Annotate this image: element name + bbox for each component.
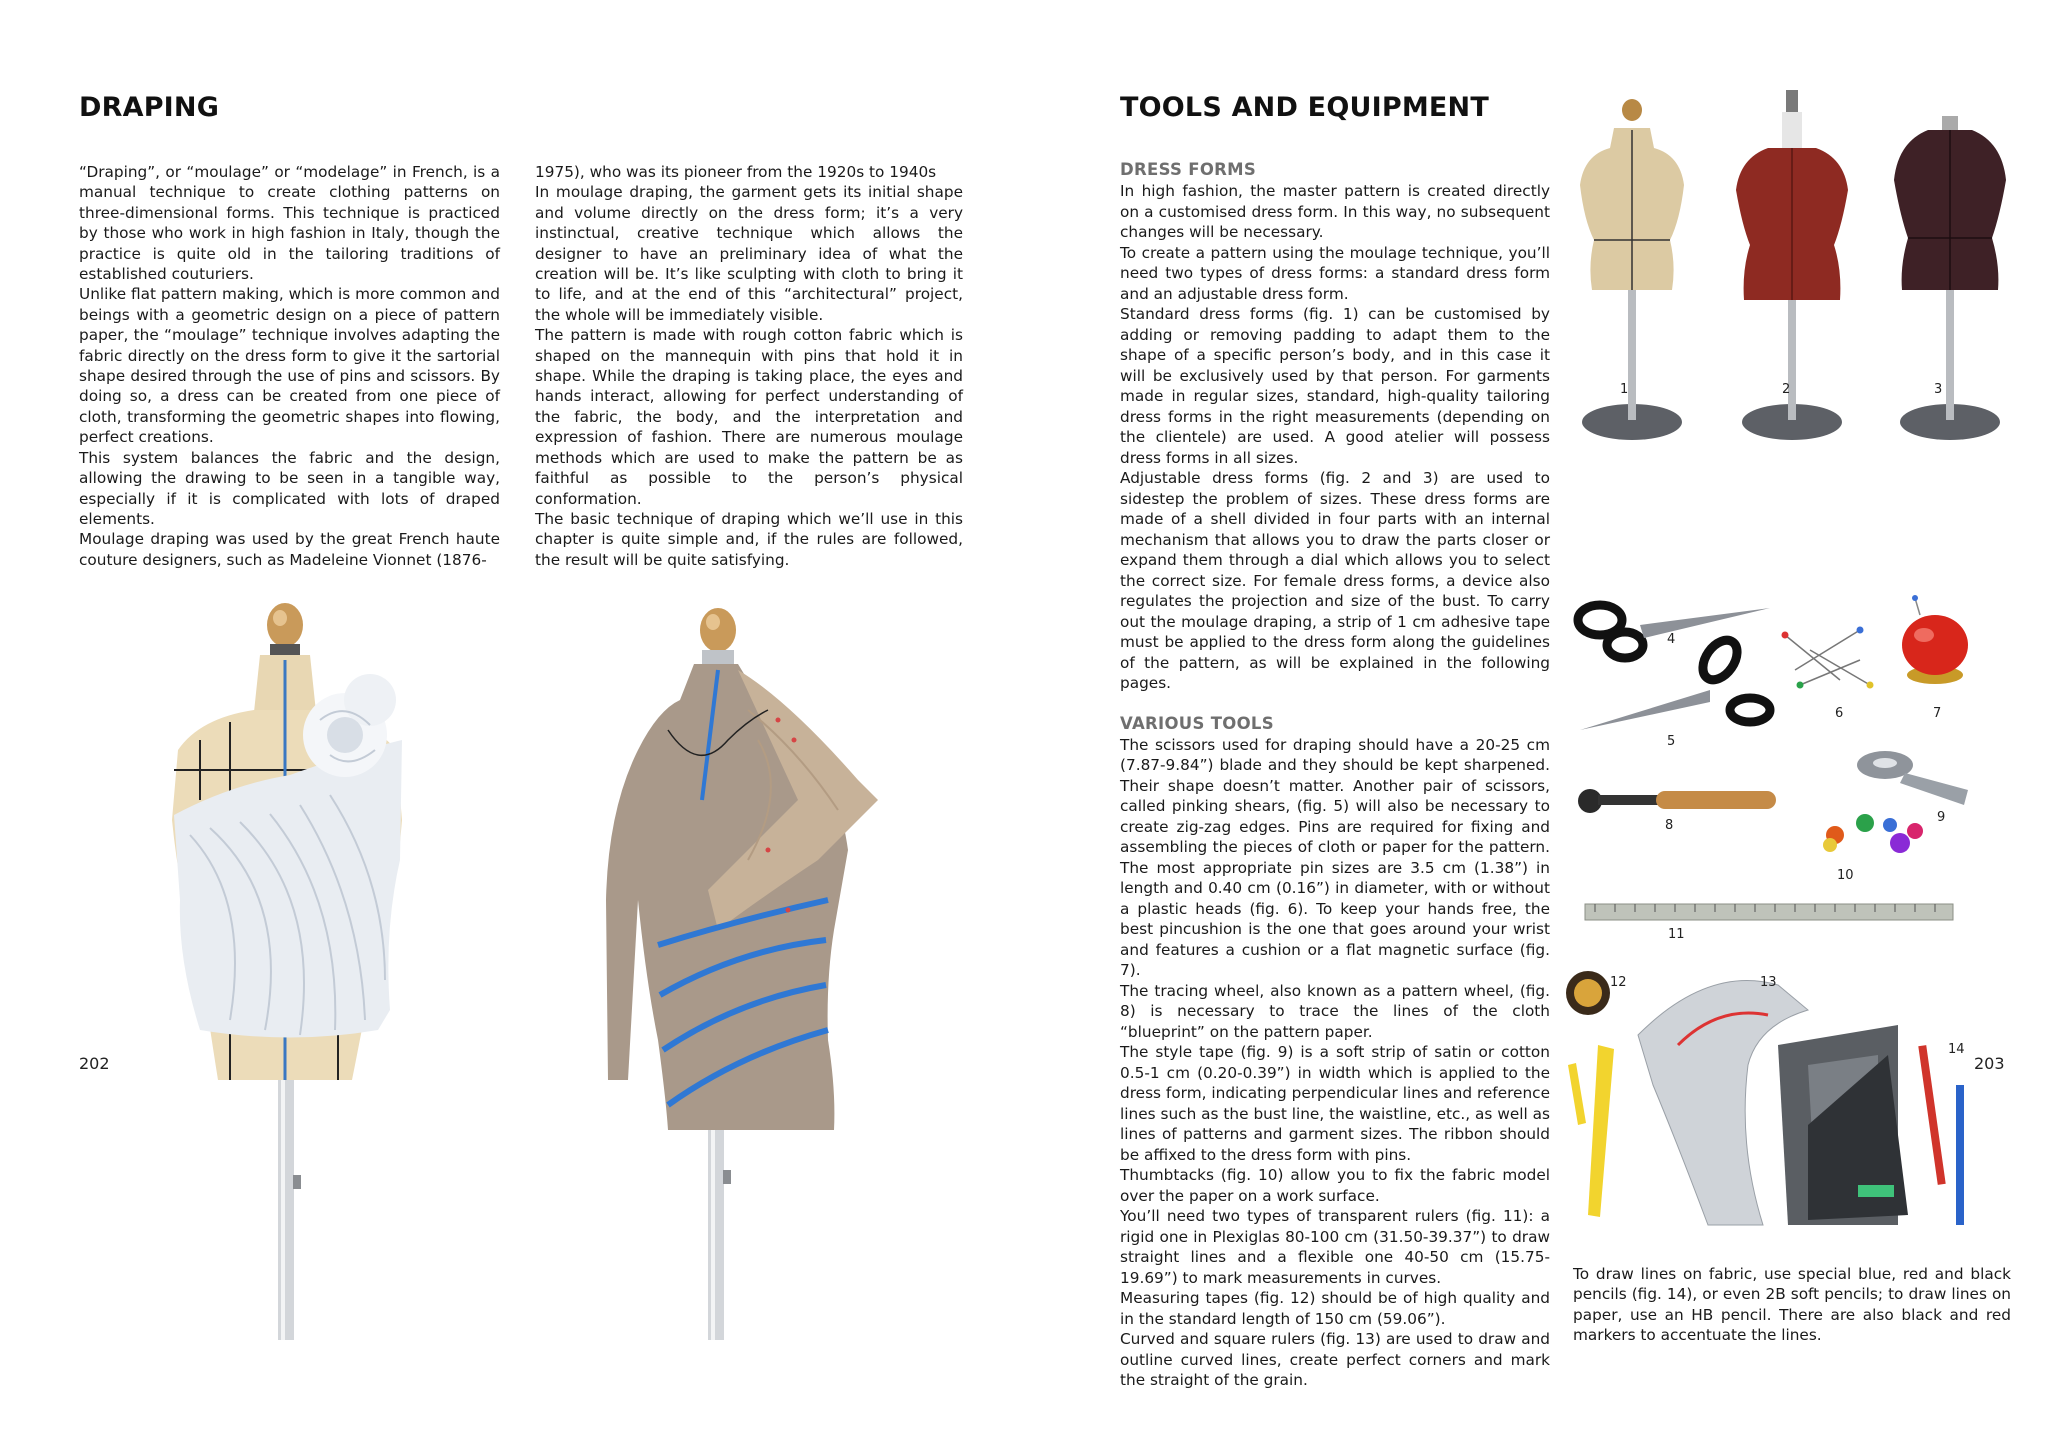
measuring-tape-icon bbox=[1566, 971, 1614, 1217]
figure-number: 4 bbox=[1667, 632, 1676, 647]
paragraph: Curved and square rulers (fig. 13) are used to draw and outline curved lines, create perfect corners and mark the straight of the grain. bbox=[1120, 1330, 1550, 1389]
muslin-draping-mannequin-image bbox=[598, 600, 898, 1340]
paragraph: This system balances the fabric and the design, allowing the drawing to be seen in a tangible way, especially if it is complicated with lots of draped elements. bbox=[79, 448, 500, 528]
paragraph: In moulage draping, the garment gets its initial shape and volume directly on the dress form; it’s a very instinctual, creative technique which allows the designer to have an preliminary idea of what the creation will be. It’s like sculpting with cloth to bring it to life, and at the end of this “architectural” project, the whole will be immediately visible. bbox=[535, 183, 963, 324]
paragraph: The style tape (fig. 9) is a soft strip of satin or cotton 0.5-1 cm (0.20-0.39”) in width which is applied to the dress form, indicating perpendicular lines and reference lines such as the bust line, the waistline, etc., as well as lines of patterns and garment sizes. The ribbon should be affixed to the dress form with pins. bbox=[1120, 1043, 1550, 1164]
paragraph: Moulage draping was used by the great French haute couture designers, such as Madeleine Vionnet (1876- bbox=[79, 530, 500, 569]
dress-forms-image bbox=[1572, 90, 2012, 450]
wrist-pincushion-icon bbox=[1902, 595, 1968, 684]
figure-number: 6 bbox=[1835, 706, 1844, 721]
draped-bodice-mannequin-image bbox=[170, 600, 460, 1340]
paragraph: Adjustable dress forms (fig. 2 and 3) are used to sidestep the problem of sizes. These dress forms are made of a shell divided in four parts with an internal mechanism that allows you to draw the parts closer or expand them through a dial which allows you to select the correct size. For female dress forms, a device also regulates the projection and size of the bust. To carry out the moulage draping, a strip of 1 cm adhesive tape must be applied to the dress form along the guidelines of the pattern, as will be explained in the following pages. bbox=[1120, 469, 1550, 692]
square-ruler-icon bbox=[1778, 1025, 1908, 1225]
figure-number: 3 bbox=[1934, 382, 1943, 397]
tools-caption bbox=[1573, 1264, 2011, 1346]
page-title-tools-and-equipment: TOOLS AND EQUIPMENT bbox=[1120, 92, 1489, 123]
page-title-draping: DRAPING bbox=[79, 92, 220, 123]
caption-text: To draw lines on fabric, use special blue, red and black pencils (fig. 14), or even 2B soft pencils; to draw lines on paper, use an HB pencil. There are also black and red markers to accentuate the lines. bbox=[1573, 1265, 2011, 1345]
transparent-ruler-image bbox=[1585, 902, 1955, 924]
figure-number: 8 bbox=[1665, 818, 1674, 833]
dress-form-adjustable-dark-image bbox=[1894, 116, 2006, 440]
pencils-icon bbox=[1918, 1045, 1964, 1225]
thumbtacks-icon bbox=[1823, 814, 1923, 853]
paragraph: The scissors used for draping should have a 20-25 cm (7.87-9.84”) blade and they should be kept sharpened. Their shape doesn’t matter. Another pair of scissors, called pinking shears, (fig. 5) will also be necessary to create zig-zag edges. Pins are required for fixing and assembling the pieces of cloth or paper for the pattern. The most appropriate pin sizes are 3.5 cm (1.38”) in length and 0.40 cm (0.16”) in diameter, with or without a plastic heads (fig. 6). To keep your hands free, the best pincushion is the one that goes around your wrist and features a cushion or a flat magnetic surface (fig. 7). bbox=[1120, 735, 1550, 979]
paragraph: “Draping”, or “moulage” or “modelage” in French, is a manual technique to create clothing patterns on three-dimensional forms. This technique is practiced by those who work in high fashion in Italy, though the practice is quite old in the tailoring traditions of established couturiers. bbox=[79, 163, 500, 284]
figure-number: 9 bbox=[1937, 810, 1946, 825]
paragraph: The basic technique of draping which we’ll use in this chapter is quite simple and, if the rules are followed, the result will be quite satisfying. bbox=[535, 509, 963, 569]
paragraph: The tracing wheel, also known as a pattern wheel, (fig. 8) is necessary to trace the lines of the cloth “blueprint” on the pattern paper. bbox=[1120, 981, 1550, 1041]
figure-number: 14 bbox=[1948, 1042, 1965, 1057]
paragraph: You’ll need two types of transparent rulers (fig. 11): a rigid one in Plexiglas 80-100 cm (31.50-39.37”) to draw straight lines and a flexible one 40-50 cm (15.75-19.69”) to mark measurements in curves. bbox=[1120, 1207, 1550, 1287]
tracing-wheel-tape-thumbtacks-image bbox=[1570, 745, 1990, 885]
figure-number: 2 bbox=[1782, 382, 1791, 397]
tools-text-column bbox=[1120, 160, 1550, 1391]
subheading-dress-forms: DRESS FORMS bbox=[1120, 160, 1257, 179]
paragraph: Unlike flat pattern making, which is more common and beings with a geometric design on a piece of pattern paper, the “moulage” technique involves adapting the fabric directly on the dress form to give it the sartorial shape desired through the use of pins and scissors. By doing so, a dress can be created from one piece of cloth, transforming the geometric shapes into flowing, perfect creations. bbox=[79, 285, 500, 447]
page-number-right: 203 bbox=[1974, 1054, 2005, 1073]
figure-number: 1 bbox=[1620, 382, 1629, 397]
paragraph: To create a pattern using the moulage technique, you’ll need two types of dress forms: a standard dress form and an adjustable dress form. bbox=[1120, 243, 1550, 303]
subheading-various-tools: VARIOUS TOOLS bbox=[1120, 713, 1274, 733]
figure-number: 7 bbox=[1933, 706, 1942, 721]
paragraph: Thumbtacks (fig. 10) allow you to fix the fabric model over the paper on a work surface. bbox=[1120, 1166, 1550, 1205]
paragraph: 1975), who was its pioneer from the 1920s to 1940s bbox=[535, 163, 937, 181]
dress-form-standard-image bbox=[1580, 99, 1684, 440]
dress-form-adjustable-red-image bbox=[1736, 90, 1848, 440]
paragraph: Measuring tapes (fig. 12) should be of high quality and in the standard length of 150 cm (59.06”). bbox=[1120, 1289, 1550, 1328]
figure-number: 12 bbox=[1610, 975, 1627, 990]
figure-number: 11 bbox=[1668, 927, 1685, 942]
pins-icon bbox=[1782, 627, 1874, 689]
figure-number: 13 bbox=[1760, 975, 1777, 990]
style-tape-icon bbox=[1857, 751, 1968, 805]
paragraph: Standard dress forms (fig. 1) can be customised by adding or removing padding to adapt them to the shape of a specific person’s body, and in this case it will be exclusively used by that person. For garments made in regular sizes, standard, high-quality tailoring dress forms in the right measurements (depending on the clientele) are used. A good atelier will possess dress forms in all sizes. bbox=[1120, 305, 1550, 467]
page-number-left: 202 bbox=[79, 1054, 110, 1073]
tracing-wheel-icon bbox=[1578, 789, 1776, 813]
scissors-and-pins-image bbox=[1560, 590, 1980, 760]
curved-rulers-tape-pencils-image bbox=[1558, 965, 1983, 1235]
paragraph: The pattern is made with rough cotton fabric which is shaped on the mannequin with pins that hold it in shape. While the draping is taking place, the eyes and hands interact, allowing for perfect understanding of the fabric, the body, and the interpretation and expression of fashion. There are numerous moulage methods which are used to make the pattern be as faithful as possible to the person’s physical conformation. bbox=[535, 326, 963, 508]
figure-number: 5 bbox=[1667, 734, 1676, 749]
paragraph: In high fashion, the master pattern is created directly on a customised dress form. In this way, no subsequent changes will be necessary. bbox=[1120, 182, 1550, 241]
figure-number: 10 bbox=[1837, 868, 1854, 883]
draping-text-column-2 bbox=[535, 162, 963, 570]
draping-text-column-1 bbox=[79, 162, 500, 570]
